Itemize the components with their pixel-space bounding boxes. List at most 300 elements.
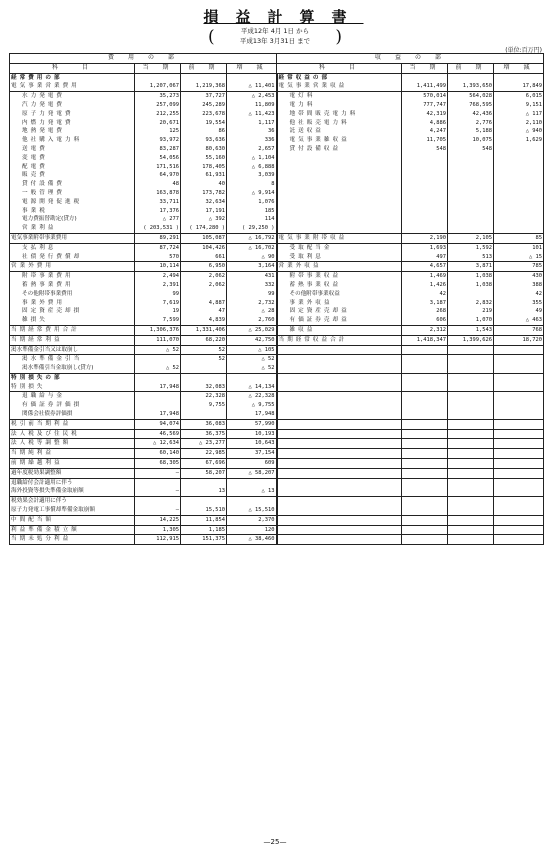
expense-current-value: [135, 497, 181, 506]
expense-item-label: 電気事業附帯事業費用: [10, 233, 135, 243]
expense-current-value: 112,915: [135, 535, 181, 545]
revenue-change-value: 355: [494, 299, 544, 308]
expense-change-value: △ 9,755: [227, 401, 277, 410]
revenue-change-value: [494, 198, 544, 207]
revenue-item-label: [277, 410, 402, 419]
revenue-change-value: [494, 506, 544, 515]
expense-item-label: 法人税及び住民税: [10, 429, 135, 439]
expense-item-label: 過年度税効果調整額: [10, 468, 135, 478]
table-row: [10, 233, 544, 243]
revenue-change-value: [494, 207, 544, 216]
revenue-current-value: 606: [402, 316, 448, 325]
expense-current-value: 17,948: [135, 383, 181, 392]
table-row: [10, 92, 544, 101]
expense-item-label: 営業利益: [10, 224, 135, 233]
revenue-change-value: 2,110: [494, 119, 544, 128]
expense-item-label: 渇水準備引当金取崩し(貸方): [10, 364, 135, 373]
expense-previous-value: 52: [181, 345, 227, 355]
revenue-change-value: [494, 345, 544, 355]
period-start: 平成12年 4月 1日 から: [240, 27, 310, 35]
fiscal-period: ( 平成12年 4月 1日 から 平成13年 3月31日 まで ): [208, 27, 342, 47]
revenue-current-value: [402, 215, 448, 224]
table-row: [10, 145, 544, 154]
expense-item-label: 雑損失: [10, 316, 135, 325]
revenue-current-value: 42: [402, 290, 448, 299]
expense-change-value: 336: [227, 136, 277, 145]
expense-item-label: 変電費: [10, 154, 135, 163]
revenue-current-value: [402, 525, 448, 535]
expense-previous-value: 13: [181, 487, 227, 496]
table-row: [10, 180, 544, 189]
revenue-item-label: [277, 364, 402, 373]
expense-current-value: 7,599: [135, 316, 181, 325]
table-row: [10, 290, 544, 299]
expense-previous-value: [181, 373, 227, 382]
revenue-current-value: [402, 198, 448, 207]
revenue-previous-value: [448, 515, 494, 525]
expense-previous-value: 93,636: [181, 136, 227, 145]
expense-current-value: 163,878: [135, 189, 181, 198]
expense-change-value: 99: [227, 290, 277, 299]
revenue-item-label: 附帯事業収益: [277, 272, 402, 281]
table-row: [10, 497, 544, 506]
expense-previous-value: 173,782: [181, 189, 227, 198]
revenue-item-label: [277, 459, 402, 469]
expense-previous-value: 178,405: [181, 163, 227, 172]
revenue-current-value: [402, 224, 448, 233]
expense-previous-value: 40: [181, 180, 227, 189]
table-row: [10, 243, 544, 252]
revenue-current-value: 1,411,499: [402, 82, 448, 91]
revenue-item-label: [277, 515, 402, 525]
revenue-change-value: 85: [494, 233, 544, 243]
revenue-current-value: 1,693: [402, 243, 448, 252]
revenue-item-label: [277, 163, 402, 172]
revenue-change-value: 18,720: [494, 335, 544, 345]
revenue-current-value: [402, 180, 448, 189]
revenue-previous-value: [448, 410, 494, 419]
revenue-item-label: [277, 497, 402, 506]
revenue-current-value: 3,187: [402, 299, 448, 308]
expense-item-label: 地熱発電費: [10, 127, 135, 136]
expense-current-value: 89,291: [135, 233, 181, 243]
expense-current-value: [135, 373, 181, 382]
table-row: [10, 110, 544, 119]
revenue-current-value: 4,886: [402, 119, 448, 128]
expense-change-value: [227, 478, 277, 487]
table-row: [10, 307, 544, 316]
expense-item-label: 税効果会計適用に伴う: [10, 497, 135, 506]
revenue-change-value: [494, 180, 544, 189]
expense-change-value: △ 52: [227, 355, 277, 364]
expense-change-value: △ 11,401: [227, 82, 277, 91]
revenue-current-value: 4,247: [402, 127, 448, 136]
revenue-previous-value: [448, 373, 494, 382]
expense-item-label: 当期純利益: [10, 449, 135, 459]
revenue-change-value: △ 940: [494, 127, 544, 136]
table-row: [10, 189, 544, 198]
revenue-change-value: △ 463: [494, 316, 544, 325]
table-row: [10, 198, 544, 207]
expense-item-label: 事業外費用: [10, 299, 135, 308]
table-row: [10, 262, 544, 272]
revenue-current-value: [402, 171, 448, 180]
period-end: 平成13年 3月31日 まで: [239, 37, 311, 45]
expense-item-label: 貸付設備費: [10, 180, 135, 189]
expense-change-value: 2,657: [227, 145, 277, 154]
revenue-previous-value: 1,393,650: [448, 82, 494, 91]
expense-change-value: △ 15,510: [227, 506, 277, 515]
expense-current-value: [135, 401, 181, 410]
expense-change-value: [227, 373, 277, 382]
expense-change-value: 10,643: [227, 439, 277, 449]
expense-item-label: 内燃力発電費: [10, 119, 135, 128]
revenue-item-label: [277, 478, 402, 487]
expense-change-value: △ 14,134: [227, 383, 277, 392]
revenue-change-value: △ 15: [494, 253, 544, 262]
revenue-item-label: 事業外収益: [277, 299, 402, 308]
revenue-previous-value: [448, 497, 494, 506]
revenue-item-label: [277, 525, 402, 535]
expense-previous-value: 22,328: [181, 392, 227, 401]
expense-previous-value: 32,083: [181, 383, 227, 392]
revenue-item-label: [277, 189, 402, 198]
revenue-previous-value: [448, 215, 494, 224]
table-row: [10, 506, 544, 515]
revenue-change-value: [494, 163, 544, 172]
expense-change-value: △ 25,029: [227, 325, 277, 335]
table-row: [10, 525, 544, 535]
revenue-change-value: [494, 215, 544, 224]
revenue-item-label: 蓄熱事業収益: [277, 281, 402, 290]
revenue-item-label: 託送収益: [277, 127, 402, 136]
revenue-previous-value: [448, 163, 494, 172]
revenue-item-label: その他附帯事業収益: [277, 290, 402, 299]
expense-item-label: 配電費: [10, 163, 135, 172]
expense-change-value: [227, 73, 277, 82]
revenue-current-value: [402, 506, 448, 515]
revenue-previous-value: 42,436: [448, 110, 494, 119]
table-row: [10, 345, 544, 355]
revenue-item-label: [277, 439, 402, 449]
table-row: [10, 468, 544, 478]
expense-previous-value: 1,185: [181, 525, 227, 535]
revenue-item-label: 受取利息: [277, 253, 402, 262]
revenue-previous-value: 513: [448, 253, 494, 262]
revenue-current-value: 497: [402, 253, 448, 262]
table-row: [10, 136, 544, 145]
expense-change-value: △ 105: [227, 345, 277, 355]
expense-previous-value: 6,950: [181, 262, 227, 272]
revenue-previous-value: [448, 290, 494, 299]
expense-previous-value: 67,696: [181, 459, 227, 469]
expense-change-value: 431: [227, 272, 277, 281]
expense-item-label: 営業外費用: [10, 262, 135, 272]
expense-current-value: 1,207,067: [135, 82, 181, 91]
expense-previous-value: 58,207: [181, 468, 227, 478]
expense-previous-value: 86: [181, 127, 227, 136]
revenue-item-label: [277, 215, 402, 224]
revenue-previous-value: 10,075: [448, 136, 494, 145]
revenue-previous-value: [448, 468, 494, 478]
expense-item-label: 水力発電費: [10, 92, 135, 101]
expense-item-label: その他附帯事業費用: [10, 290, 135, 299]
revenue-change-value: [494, 429, 544, 439]
revenue-current-value: [402, 373, 448, 382]
expense-previous-value: 68,220: [181, 335, 227, 345]
expense-current-value: 54,056: [135, 154, 181, 163]
revenue-item-label: 電気事業附帯収益: [277, 233, 402, 243]
revenue-item-label: [277, 345, 402, 355]
expense-previous-value: △ 392: [181, 215, 227, 224]
revenue-previous-value: 2,832: [448, 299, 494, 308]
expense-change-header: 増 減: [227, 63, 277, 73]
revenue-previous-value: [448, 345, 494, 355]
revenue-item-label: [277, 535, 402, 545]
revenue-change-value: 49: [494, 307, 544, 316]
expense-previous-value: 661: [181, 253, 227, 262]
expense-previous-value: 4,887: [181, 299, 227, 308]
expense-change-value: △ 16,702: [227, 243, 277, 252]
revenue-item-label: [277, 383, 402, 392]
expense-previous-value: 11,854: [181, 515, 227, 525]
expense-current-value: —: [135, 468, 181, 478]
expense-current-value: 212,255: [135, 110, 181, 119]
revenue-previous-value: 548: [448, 145, 494, 154]
expense-change-value: 114: [227, 215, 277, 224]
expense-change-value: △ 58,207: [227, 468, 277, 478]
expense-item-label: 当期経常利益: [10, 335, 135, 345]
revenue-current-value: [402, 468, 448, 478]
revenue-item-label: [277, 392, 402, 401]
revenue-previous-value: [448, 189, 494, 198]
revenue-previous-value: [448, 525, 494, 535]
revenue-change-value: [494, 468, 544, 478]
revenue-current-value: [402, 154, 448, 163]
expense-item-label: 電気事業営業費用: [10, 82, 135, 91]
revenue-current-header: 当 期: [402, 63, 448, 73]
expense-current-value: △ 52: [135, 345, 181, 355]
expense-change-value: 10,193: [227, 429, 277, 439]
revenue-item-label: [277, 401, 402, 410]
expense-item-label: 特別損失: [10, 383, 135, 392]
table-row: [10, 478, 544, 487]
expense-item-label: 退職給与金: [10, 392, 135, 401]
table-row: [10, 325, 544, 335]
revenue-item-label: 地帯間販売電力料: [277, 110, 402, 119]
revenue-previous-value: [448, 207, 494, 216]
revenue-change-value: [494, 487, 544, 496]
revenue-current-value: [402, 487, 448, 496]
revenue-previous-value: [448, 439, 494, 449]
expense-change-value: △ 13: [227, 487, 277, 496]
expense-previous-header: 前 期: [181, 63, 227, 73]
table-row: [10, 487, 544, 496]
revenue-current-value: 268: [402, 307, 448, 316]
expense-change-value: △ 16,792: [227, 233, 277, 243]
expense-previous-value: 22,985: [181, 449, 227, 459]
expense-change-value: 332: [227, 281, 277, 290]
table-row: [10, 82, 544, 91]
revenue-item-label: 電気事業雑収益: [277, 136, 402, 145]
revenue-item-label: [277, 154, 402, 163]
revenue-current-value: [402, 478, 448, 487]
expense-current-value: 17,948: [135, 410, 181, 419]
expense-change-value: △ 90: [227, 253, 277, 262]
table-row: [10, 253, 544, 262]
expense-item-label: 退職給付会計適用に伴う: [10, 478, 135, 487]
revenue-change-value: 9,151: [494, 101, 544, 110]
revenue-current-value: 777,747: [402, 101, 448, 110]
expense-previous-value: 2,062: [181, 281, 227, 290]
revenue-current-value: [402, 163, 448, 172]
revenue-item-label: [277, 198, 402, 207]
revenue-change-value: [494, 154, 544, 163]
expense-item-label: 税引前当期利益: [10, 419, 135, 429]
revenue-current-value: [402, 535, 448, 545]
revenue-item-label: [277, 207, 402, 216]
expense-current-value: 19: [135, 307, 181, 316]
revenue-current-value: [402, 383, 448, 392]
revenue-change-value: [494, 515, 544, 525]
revenue-change-value: 101: [494, 243, 544, 252]
table-row: [10, 73, 544, 82]
revenue-current-value: 1,426: [402, 281, 448, 290]
table-row: [10, 419, 544, 429]
table-row: [10, 439, 544, 449]
expense-item-label: 有価証券評価損: [10, 401, 135, 410]
revenue-current-value: 1,469: [402, 272, 448, 281]
revenue-current-value: [402, 355, 448, 364]
expense-previous-value: 36,375: [181, 429, 227, 439]
expense-current-value: 87,724: [135, 243, 181, 252]
table-row: [10, 459, 544, 469]
expense-item-label: 固定資産売却損: [10, 307, 135, 316]
expense-current-value: 99: [135, 290, 181, 299]
expense-current-value: 93,972: [135, 136, 181, 145]
revenue-change-value: [494, 459, 544, 469]
revenue-previous-value: [448, 73, 494, 82]
expense-current-value: 35,273: [135, 92, 181, 101]
revenue-item-label: 電気事業営業収益: [277, 82, 402, 91]
expense-item-label: 送電費: [10, 145, 135, 154]
revenue-change-value: [494, 171, 544, 180]
expense-previous-value: 32,634: [181, 198, 227, 207]
revenue-previous-value: [448, 383, 494, 392]
expense-change-value: 11,809: [227, 101, 277, 110]
expense-change-value: 57,990: [227, 419, 277, 429]
expense-subject-header: 科 目: [10, 63, 135, 73]
revenue-item-label: [277, 429, 402, 439]
revenue-item-label: 経常収益の部: [277, 73, 402, 82]
expense-previous-value: 105,087: [181, 233, 227, 243]
revenue-current-value: 42,319: [402, 110, 448, 119]
table-row: [10, 154, 544, 163]
expense-change-value: 120: [227, 525, 277, 535]
expense-previous-value: 223,678: [181, 110, 227, 119]
revenue-current-value: [402, 429, 448, 439]
revenue-previous-value: 1,399,626: [448, 335, 494, 345]
revenue-change-value: [494, 189, 544, 198]
revenue-current-value: [402, 364, 448, 373]
table-row: [10, 535, 544, 545]
expense-previous-value: 9,755: [181, 401, 227, 410]
expense-item-label: 利益準備金積立額: [10, 525, 135, 535]
expense-item-label: 事業税: [10, 207, 135, 216]
expense-change-value: 609: [227, 459, 277, 469]
expense-current-value: [135, 478, 181, 487]
table-row: [10, 281, 544, 290]
revenue-change-value: 388: [494, 281, 544, 290]
expense-current-value: △ 12,634: [135, 439, 181, 449]
expense-item-label: 渇水準備金引当又は取崩し: [10, 345, 135, 355]
revenue-current-value: 2,312: [402, 325, 448, 335]
revenue-item-label: [277, 180, 402, 189]
revenue-previous-value: [448, 355, 494, 364]
revenue-current-value: [402, 419, 448, 429]
expense-current-value: 83,287: [135, 145, 181, 154]
revenue-previous-value: [448, 364, 494, 373]
table-row: [10, 272, 544, 281]
revenue-item-label: 営業外収益: [277, 262, 402, 272]
expense-item-label: 関係会社債券評価損: [10, 410, 135, 419]
revenue-item-label: 電灯料: [277, 92, 402, 101]
expense-item-label: 支払利息: [10, 243, 135, 252]
expense-previous-value: 36,083: [181, 419, 227, 429]
revenue-change-value: [494, 145, 544, 154]
column-header-row: [10, 63, 544, 73]
expense-current-value: 20,671: [135, 119, 181, 128]
expense-group-header: 費 用 の 部: [10, 54, 277, 64]
revenue-previous-value: [448, 449, 494, 459]
expense-change-value: 1,117: [227, 119, 277, 128]
expense-current-value: 46,569: [135, 429, 181, 439]
expense-change-value: △ 38,460: [227, 535, 277, 545]
table-row: [10, 429, 544, 439]
expense-item-label: 汽力発電費: [10, 101, 135, 110]
revenue-change-value: [494, 419, 544, 429]
table-row: [10, 335, 544, 345]
expense-change-value: 36: [227, 127, 277, 136]
expense-current-value: 1,305: [135, 525, 181, 535]
table-row: [10, 163, 544, 172]
expense-previous-value: 55,160: [181, 154, 227, 163]
table-row: [10, 364, 544, 373]
expense-previous-value: 1,331,406: [181, 325, 227, 335]
revenue-previous-value: [448, 535, 494, 545]
table-row: [10, 215, 544, 224]
table-row: [10, 410, 544, 419]
revenue-current-value: [402, 497, 448, 506]
revenue-item-label: [277, 419, 402, 429]
expense-previous-value: 2,062: [181, 272, 227, 281]
group-header-row: [10, 54, 544, 64]
expense-item-label: 前期繰越利益: [10, 459, 135, 469]
table-row: [10, 101, 544, 110]
expense-current-value: 17,376: [135, 207, 181, 216]
expense-current-value: 14,225: [135, 515, 181, 525]
revenue-change-value: 1,629: [494, 136, 544, 145]
expense-previous-value: ( 174,280 ): [181, 224, 227, 233]
revenue-current-value: [402, 73, 448, 82]
revenue-previous-value: 1,038: [448, 281, 494, 290]
revenue-change-value: [494, 373, 544, 382]
revenue-current-value: [402, 459, 448, 469]
income-statement-table: [9, 53, 544, 545]
revenue-change-value: [494, 497, 544, 506]
revenue-current-value: [402, 515, 448, 525]
revenue-change-value: 430: [494, 272, 544, 281]
